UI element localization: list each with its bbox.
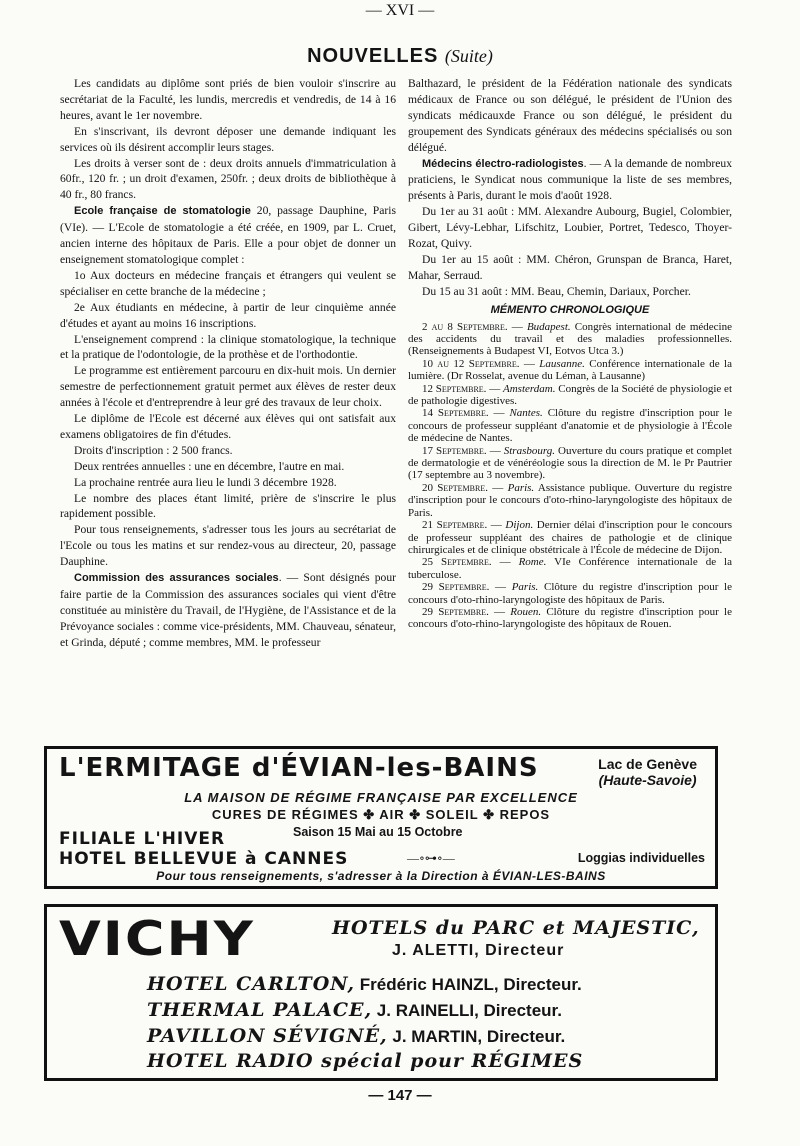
memento-place: Budapest.	[526, 320, 571, 333]
left-paragraph: Commission des assurances sociales. — Sont désignés pour faire partie de la Commission des assurances sociales qui vient d'être constituée au ministère du Travail, de l'Hygiène, de l'Assistance et de la Prévoyance sociales : comme vice-présidents, MM. Chauveau, sénateur, et Grinda, député ; comme membres, MM. le professeur	[60, 571, 396, 649]
right-paragraph: Du 15 au 31 août : MM. Beau, Chemin, Dariaux, Porcher.	[422, 284, 691, 298]
memento-place: Amsterdam.	[503, 382, 556, 395]
memento-date: 12 Septembre. —	[422, 382, 504, 395]
page-title	[0, 45, 800, 68]
left-paragraph: 1o Aux docteurs en médecine français et étrangers qui veulent se spécialiser en cette branche de la médecine ;	[60, 268, 396, 298]
left-paragraph: Le diplôme de l'Ecole est décerné aux élèves qui ont satisfait aux examens obligatoires de fin d'études.	[60, 412, 396, 441]
ad-vichy-line: HOTEL CARLTON, Frédéric HAINZL, Directeur.	[147, 973, 582, 995]
left-paragraph: Les candidats au diplôme sont priés de bien vouloir s'inscrire au secrétariat de la Faculté, les lundis, mercredis et vendredis, de 14 à 16 heures, avant le 1er novembre.	[60, 77, 396, 122]
memento-date: 21 Septembre. —	[422, 519, 506, 532]
memento-place: Rouen.	[510, 605, 542, 618]
ad-evian-cures: CURES DE RÉGIMES ✤ AIR ✤ SOLEIL ✤ REPOS	[211, 807, 551, 822]
ad-evian-filiale: FILIALE L'HIVER	[59, 829, 226, 849]
memento-place: Dijon.	[505, 519, 534, 532]
memento-event: 29 Septembre. — Paris. Clôture du registre d'inscription pour le concours d'oto-rhino-laryngologiste des hôpitaux de Paris.	[408, 581, 732, 606]
memento-place: Rome.	[518, 556, 547, 569]
ad-evian-saison: Saison 15 Mai au 15 Octobre	[293, 825, 463, 839]
right-column-text	[408, 76, 732, 300]
page-number: — 147 —	[368, 1087, 432, 1104]
left-paragraph: Le nombre des places étant limité, prière de s'inscrire le plus rapidement possible.	[60, 491, 396, 521]
left-paragraph: 2e Aux étudiants en médecine, à partir de leur cinquième année d'études et ayant au moins 16 inscriptions.	[60, 300, 396, 330]
memento-place: Strasbourg.	[503, 444, 555, 457]
memento-date: 10 au 12 Septembre. —	[422, 357, 540, 370]
memento-date: 17 Septembre. —	[422, 444, 504, 457]
ad-vichy-line: HOTEL RADIO spécial pour RÉGIMES	[147, 1050, 584, 1072]
left-paragraph: Le programme est entièrement parcouru en dix-huit mois. Un dernier semestre de perfectionnement gratuit permet aux élèves de rester deux années à l'école et d'entreprendre à leur gré des travaux de leur choix.	[60, 364, 396, 410]
right-paragraph: Du 1er au 15 août : MM. Chéron, Grunspan de Branca, Haret, Mahar, Serraud.	[408, 252, 732, 282]
memento-event: 12 Septembre. — Amsterdam. Congrès de la Société de physiologie et de pathologie digestives.	[408, 382, 732, 408]
memento-event: 17 Septembre. — Strasbourg. Ouverture du cours pratique et complet de dermatologie et de vénéréologie sous la direction de M. le Pr Pautrier (17 septembre au 3 novembre).	[408, 444, 732, 482]
ad-evian-loggias: Loggias individuelles	[577, 851, 705, 865]
memento-event: 20 Septembre. — Paris. Assistance publique. Ouverture du registre d'inscription pour le concours d'oto-rhino-laryngologiste des hôpitaux de Paris.	[408, 481, 732, 519]
memento-date: 2 au 8 Septembre. —	[422, 320, 527, 333]
memento-list	[408, 321, 732, 631]
ad-vichy	[44, 904, 718, 1081]
ad-evian-contact: Pour tous renseignements, s'adresser à la Direction à ÉVIAN-LES-BAINS	[156, 869, 606, 883]
ad-vichy-aletti: J. ALETTI, Directeur	[392, 942, 565, 959]
left-paragraph: L'enseignement comprend : la clinique stomatologique, la technique et la pratique de l'odontologie, de la prothèse et de l'orthodontie.	[60, 332, 396, 362]
ad-vichy-city: VICHY	[59, 911, 255, 967]
memento-event: 14 Septembre. — Nantes. Clôture du registre d'inscription pour le concours de professeur suppléant d'anatomie et de physiologie à l'École de médecine de Nantes.	[408, 407, 732, 445]
ad-evian-name: L'ERMITAGE d'ÉVIAN-les-BAINS	[59, 753, 539, 783]
right-paragraph: Balthazard, le président de la Fédération nationale des syndicats médicaux de France ou son délégué, le président de l'Union des syndicats médicauxde France ou son délégué, le président du groupement des Syndicats généraux des médecins spécialisés ou son délégué.	[408, 77, 732, 154]
page-roman-number: — XVI —	[365, 2, 435, 19]
ad-evian-lac: Lac de Genève	[598, 756, 697, 772]
right-paragraph: Médecins électro-radiologistes. — A la demande de nombreux praticiens, le Syndicat nous communique la liste de ses membres, présents à Paris, durant le mois d'août 1928.	[408, 156, 732, 203]
memento-place: Paris.	[507, 481, 535, 494]
left-paragraph: Deux rentrées annuelles : une en décembre, l'autre en mai.	[74, 459, 345, 473]
memento-place: Paris.	[511, 581, 539, 594]
right-paragraph: Du 1er au 31 août : MM. Alexandre Aubourg, Bugiel, Colombier, Gibert, Lévy-Lebhar, Lifschitz, Loubier, Portret, Tedesco, Thoyer-Rozat, Quivy.	[408, 205, 732, 251]
memento-event: 2 au 8 Septembre. — Budapest. Congrès international de médecine des accidents du travail et des maladies professionnelles. (Renseignements à Budapest VI, Eotvos Utca 3.)	[408, 320, 732, 358]
ad-evian-ornament: —∘⊶∘—	[407, 851, 455, 865]
left-paragraph: Pour tous renseignements, s'adresser tous les jours au secrétariat de l'Ecole ou tous les matins et sur rendez-vous au directeur, 20, passage Dauphine.	[60, 523, 396, 569]
memento-title: MÉMENTO CHRONOLOGIQUE	[490, 303, 650, 316]
memento-place: Nantes.	[509, 407, 543, 420]
left-paragraph: Droits d'inscription : 2 500 francs.	[74, 443, 233, 457]
memento-date: 25 Septembre. —	[422, 556, 519, 569]
memento-date: 20 Septembre. —	[422, 481, 508, 494]
memento-event: 10 au 12 Septembre. — Lausanne. Conférence internationale de la lumière. (Dr Rosselat, avenue du Léman, à Lausanne)	[408, 357, 732, 383]
left-paragraph: La prochaine rentrée aura lieu le lundi 3 décembre 1928.	[74, 475, 337, 489]
ad-ermitage-evian	[44, 746, 718, 889]
ad-vichy-line: THERMAL PALACE, J. RAINELLI, Directeur.	[147, 999, 562, 1021]
memento-date: 14 Septembre. —	[422, 407, 510, 420]
memento-event: 21 Septembre. — Dijon. Dernier délai d'inscription pour le concours de professeur suppléant des chaires de pathologie et de clinique chirurgicales et de clinique obstétricale à l'École de médecine de Dijon.	[408, 519, 732, 556]
memento-date: 29 Septembre. —	[422, 581, 512, 594]
memento-event: 25 Septembre. — Rome. VIe Conférence internationale de la tuberculose.	[408, 556, 732, 581]
ad-evian-slogan: LA MAISON DE RÉGIME FRANÇAISE PAR EXCELLENCE	[184, 790, 578, 805]
ad-evian-location	[598, 756, 697, 788]
memento-date: 29 Septembre. —	[422, 605, 511, 618]
left-paragraph: Les droits à verser sont de : deux droits annuels d'immatriculation à 60fr., 120 fr. ; un droit d'examen, 250fr. ; deux droits de bibliothèque à 40 fr., 80 francs.	[60, 156, 396, 202]
left-paragraph: Ecole française de stomatologie 20, passage Dauphine, Paris (VIe). — L'Ecole de stomatologie a été créée, en 1909, par L. Cruet, ancien interne des hôpitaux de Paris. Elle a pour objet de donner un enseignement stomatologique complet :	[60, 204, 396, 266]
ad-vichy-hotels-parc: HOTELS du PARC et MAJESTIC,	[332, 917, 700, 939]
right-column	[408, 76, 732, 631]
memento-event: 29 Septembre. — Rouen. Clôture du registre d'inscription pour le concours d'oto-rhino-laryngologiste des hôpitaux de Rouen.	[408, 605, 732, 631]
left-paragraph: En s'inscrivant, ils devront déposer une demande indiquant les services où ils désirent accomplir leurs stages.	[60, 124, 396, 154]
memento-place: Lausanne.	[539, 357, 585, 370]
title-text: NOUVELLES	[307, 45, 439, 67]
left-column	[60, 76, 396, 651]
ad-evian-region: (Haute-Savoie)	[598, 772, 697, 788]
ad-evian-hotel: HOTEL BELLEVUE à CANNES	[59, 849, 349, 869]
ad-vichy-line: PAVILLON SÉVIGNÉ, J. MARTIN, Directeur.	[147, 1025, 566, 1047]
title-suffix: (Suite)	[444, 46, 493, 66]
